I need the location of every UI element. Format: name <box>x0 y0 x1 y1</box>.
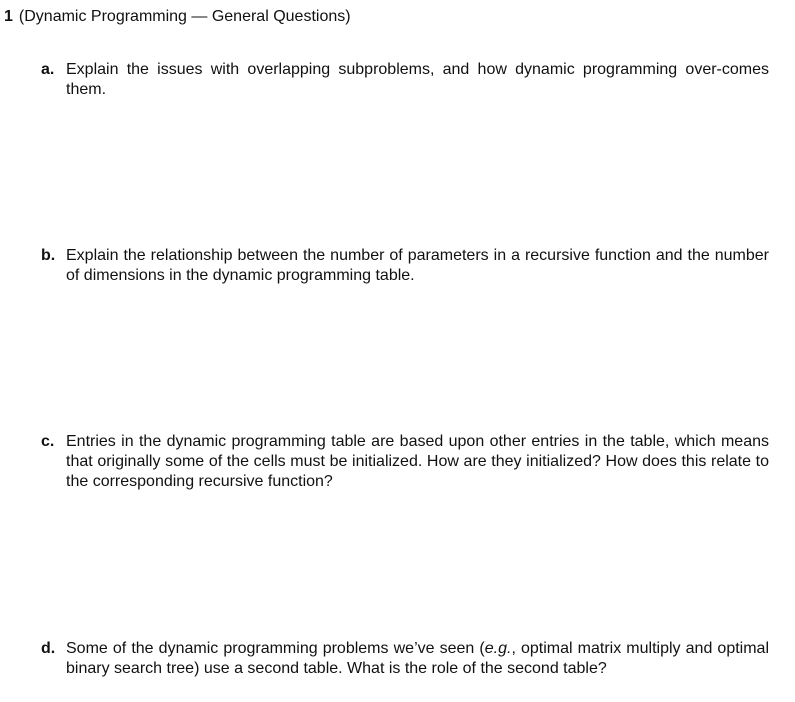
question-text: Explain the relationship between the number of parameters in a recursive function and the number of dimensions in the dynamic programming table. <box>66 247 769 284</box>
question-label: c. <box>41 433 55 450</box>
question-c <box>41 432 769 492</box>
question-text-start: Some of the dynamic programming problems we’ve seen ( <box>66 640 485 657</box>
question-label: b. <box>41 247 56 264</box>
question-text: Entries in the dynamic programming table are based upon other entries in the table, which means that originally some of the cells must be initialized. How are they initialized? How does this relate to the corresponding recursive function? <box>66 433 769 490</box>
question-text-italic: e.g. <box>484 640 512 657</box>
question-text: Explain the issues with overlapping subproblems, and how dynamic programming over-comes them. <box>66 61 769 98</box>
problem-header <box>4 7 784 27</box>
question-a <box>41 60 769 100</box>
question-text-end: , optimal matrix multiply and optimal binary search tree) use a second table. What is the role of the second table? <box>66 640 770 677</box>
question-d <box>41 639 769 679</box>
question-b <box>41 246 769 286</box>
problem-title: (Dynamic Programming — General Questions) <box>18 8 351 25</box>
question-label: a. <box>41 61 55 78</box>
problem-number: 1 <box>4 8 13 25</box>
question-text <box>66 639 769 679</box>
question-label: d. <box>41 640 56 657</box>
